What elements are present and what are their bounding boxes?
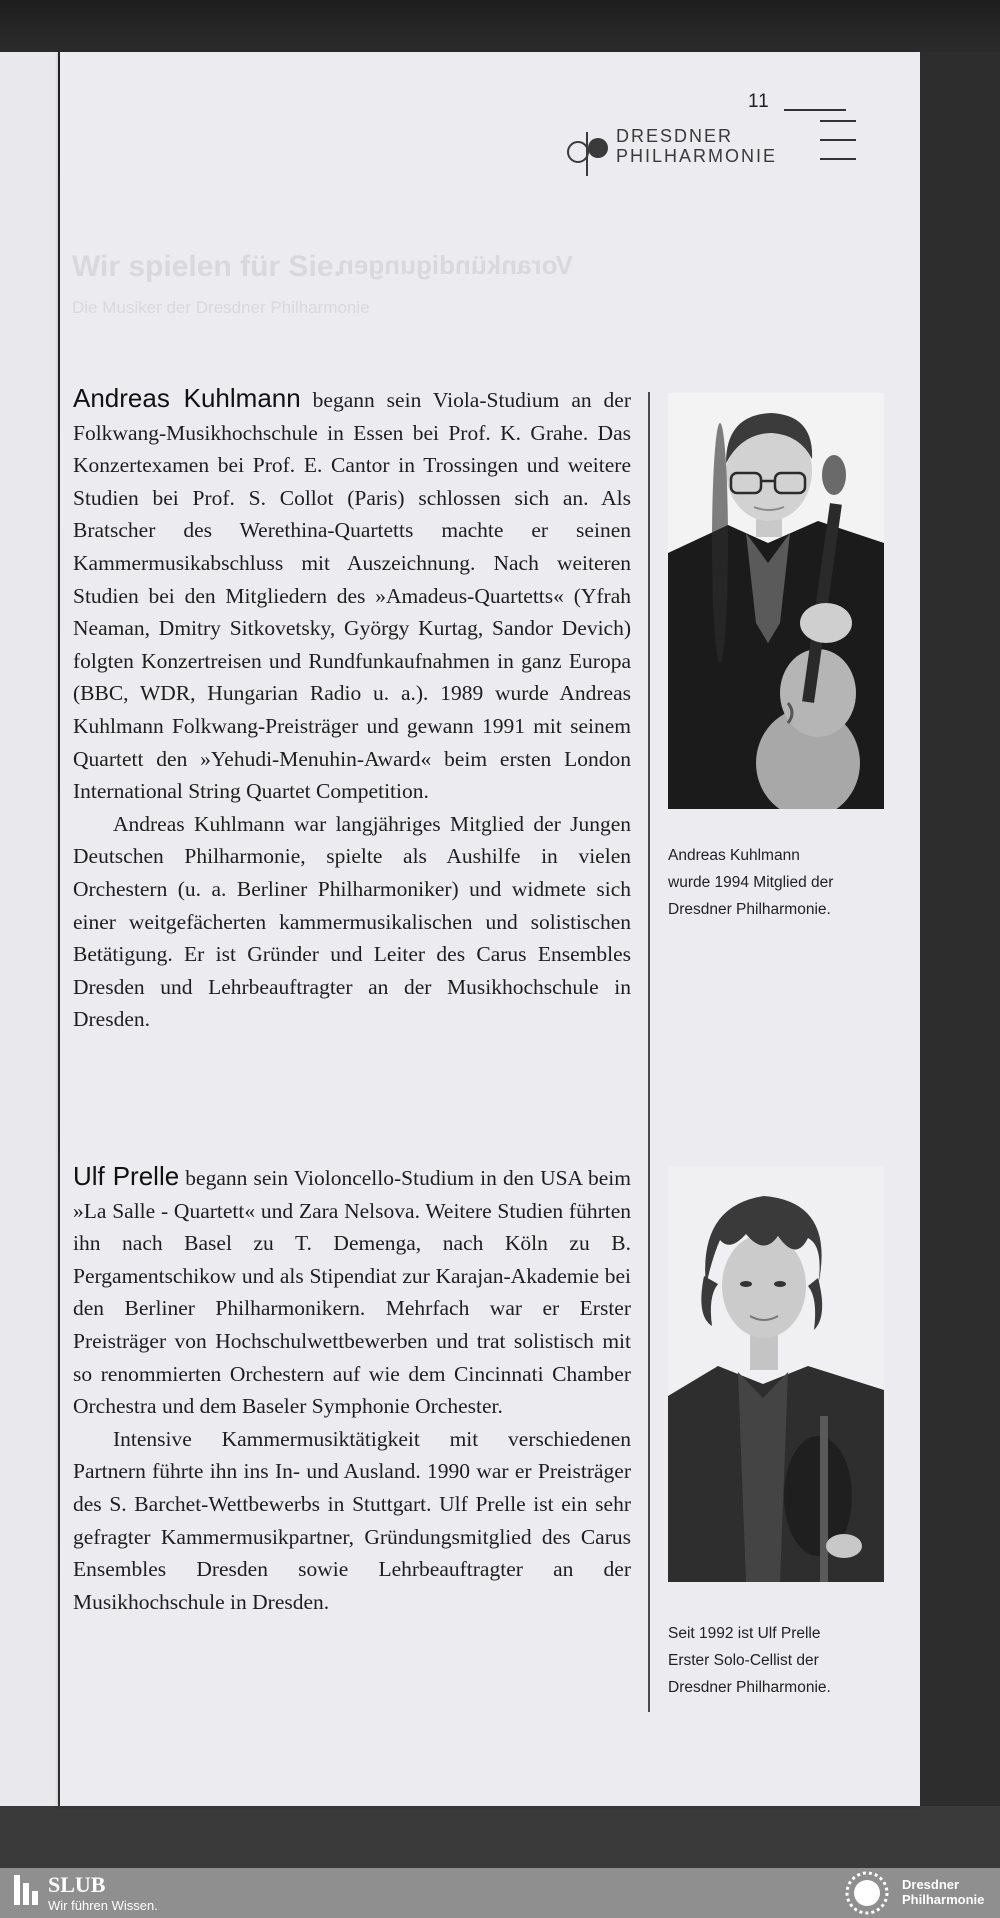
bio2-paragraph-2: Intensive Kammermusiktätigkeit mit verschiedenen Partnern führte ihn ins In- und Ausland. 1990 war er Preisträger des S. Barchet-Wettbewerbs in Stuttgart. Ulf Prelle ist ein sehr gefragter Kammermusikpartner, Gründungsmitglied des Carus Ensembles Dresden sowie Lehrbeauftragter an der Musikhochschule in Dresden. [73,1426,631,1614]
caption1-line-1: Andreas Kuhlmann [668,847,800,864]
caption2-line-3: Dresdner Philharmonie. [668,1679,831,1696]
column-divider [648,392,650,1712]
slub-tagline: Wir führen Wissen. [48,1898,158,1913]
scan-right-margin [920,52,1000,1806]
logo-line-1: DRESDNER [616,126,734,146]
section-marker-bars [820,120,856,177]
page-number-rule [784,109,846,111]
dp-logo-icon [566,126,614,176]
slub-logo-icon [14,1875,38,1905]
show-through-subtitle: Die Musiker der Dresdner Philharmonie [72,298,370,317]
photo-ulf-prelle [668,1166,884,1582]
footer-dp-line-1: Dresdner [902,1877,960,1892]
slub-name: SLUB [48,1872,106,1897]
bio1-paragraph-1 [73,382,631,808]
page-number: 11 [748,91,770,112]
caption2-line-1: Seit 1992 ist Ulf Prelle [668,1625,821,1642]
bio2-text-1: begann sein Violoncello-Studium in den USA beim »La Salle - Quartett« und Zara Nelsova. Weitere Studien führten ihn nach Basel zu T. Demenga, nach Köln zu B. Pergamentschikow und als Stipendiat zur Karajan-Akademie bei den Berliner Philharmonikern. Mehrfach war er Erster Preisträger von Hochschulwettbewerben und trat solistisch mit so renommierten Orchestern auf wie dem Cincinnati Chamber Orchestra und dem Baseler Symphonie Orchester. [73,1166,631,1419]
dresdner-philharmonie-footer-name [902,1877,984,1907]
photo-andreas-kuhlmann [668,393,884,809]
logo-text [616,126,777,166]
caption-andreas-kuhlmann [668,842,898,923]
footer-dp-line-2: Philharmonie [902,1892,985,1907]
caption2-line-2: Erster Solo-Cellist der [668,1652,819,1669]
footer-bar [0,1868,1000,1918]
show-through-title: Wir spielen für Sie. [72,250,342,283]
caption1-line-2: wurde 1994 Mitglied der [668,874,834,891]
dresdner-philharmonie-footer-icon [842,1871,892,1915]
bio1-paragraph-2: Andreas Kuhlmann war langjähriges Mitglied der Jungen Deutschen Philharmonie, spielte als Aushilfe in vielen Orchestern (u. a. Berliner Philharmoniker) und widmete sich einer weitgefächerten kammermusikalischen und solistischen Betätigung. Er ist Gründer und Leiter des Carus Ensembles Dresden und Lehrbeauftragter an der Musikhochschule in Dresden. [73,811,631,1032]
caption-ulf-prelle [668,1620,898,1701]
facing-page-edge [0,52,58,1806]
bio1-text-1: begann sein Viola-Studium an der Folkwang-Musikhochschule in Essen bei Prof. K. Grahe. Das Konzertexamen bei Prof. E. Cantor in Trossingen und weitere Studien bei Prof. S. Collot (Paris) schlossen sich an. Als Bratscher des Werethina-Quartetts machte er seinen Kammermusikabschluss mit Auszeichnung. Nach weiteren Studien bei den Mitgliedern des »Amadeus-Quartetts« (Yfrah Neaman, Dmitry Sitkovetsky, György Kurtag, Sandor Devich) folgten Konzertreisen und Rundfunkaufnahmen in ganz Europa (BBC, WDR, Hungarian Radio u. a.). 1989 wurde Andreas Kuhlmann Folkwang-Preisträger und gewann 1991 mit seinem Quartett den »Yehudi-Menuhin-Award« beim ersten London International String Quartet Competition. [73,388,632,804]
bio1-name: Andreas Kuhlmann [73,383,301,413]
caption1-line-3: Dresdner Philharmonie. [668,901,831,918]
bio2-paragraph-1 [73,1160,631,1423]
show-through-title-mirrored: Vorankündigungen [338,250,573,280]
bio2-name: Ulf Prelle [73,1161,180,1191]
logo-line-2: PHILHARMONIE [616,146,778,166]
bio-andreas-kuhlmann [73,382,631,1036]
bio-ulf-prelle [73,1160,631,1618]
